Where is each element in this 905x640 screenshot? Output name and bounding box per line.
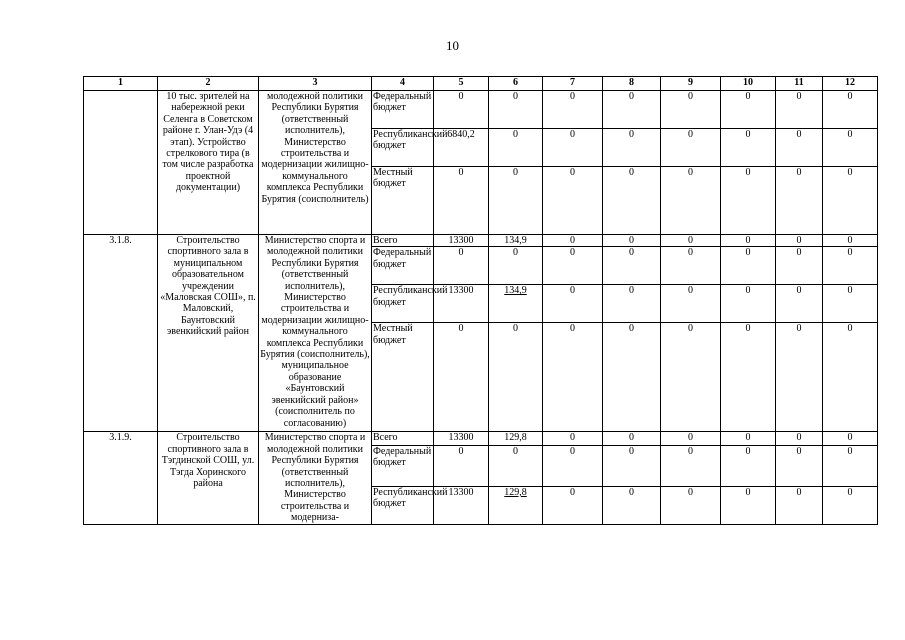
column-header: 4 <box>372 77 434 91</box>
funding-value: 0 <box>661 445 721 486</box>
funding-value: 0 <box>434 323 489 432</box>
funding-source: Местный бюджет <box>372 167 434 235</box>
funding-value: 0 <box>661 167 721 235</box>
funding-value: 0 <box>489 445 543 486</box>
funding-value: 0 <box>489 91 543 129</box>
funding-value: 0 <box>543 432 603 445</box>
funding-value: 0 <box>603 247 661 285</box>
funding-value: 0 <box>543 167 603 235</box>
funding-value: 0 <box>823 486 878 524</box>
funding-value: 0 <box>603 235 661 247</box>
funding-value: 129,8 <box>489 486 543 524</box>
activity-name: 10 тыс. зрителей на набережной реки Селенга в Советском районе г. Улан-Удэ (4 этап). Устройство стрелкового тира (в том числе разработка проектной документации) <box>158 91 259 235</box>
funding-value: 0 <box>489 247 543 285</box>
funding-source: Федеральный бюджет <box>372 445 434 486</box>
funding-value: 0 <box>823 167 878 235</box>
funding-source: Республиканский бюджет <box>372 486 434 524</box>
funding-value: 0 <box>434 445 489 486</box>
funding-value: 0 <box>721 129 776 167</box>
funding-value: 0 <box>543 445 603 486</box>
responsible-executor: Министерство спорта и молодежной политики Республики Бурятия (ответственный исполнитель), Министерство строительства и модерниза- <box>259 432 372 524</box>
funding-value: 0 <box>543 486 603 524</box>
funding-value: 0 <box>776 129 823 167</box>
funding-value: 13300 <box>434 285 489 323</box>
funding-value: 0 <box>603 91 661 129</box>
funding-value: 0 <box>543 129 603 167</box>
funding-value: 13300 <box>434 235 489 247</box>
page-number: 10 <box>446 38 459 53</box>
funding-value: 0 <box>721 432 776 445</box>
funding-value: 13300 <box>434 486 489 524</box>
funding-value: 0 <box>776 247 823 285</box>
funding-value: 0 <box>823 129 878 167</box>
funding-value: 13300 <box>434 432 489 445</box>
funding-value: 0 <box>661 91 721 129</box>
program-activities-table <box>83 76 878 525</box>
funding-value: 0 <box>721 167 776 235</box>
funding-value: 0 <box>661 129 721 167</box>
funding-source: Республиканский бюджет <box>372 129 434 167</box>
funding-value: 0 <box>721 486 776 524</box>
funding-value: 0 <box>721 285 776 323</box>
funding-value: 0 <box>721 235 776 247</box>
funding-value: 0 <box>661 247 721 285</box>
column-header: 5 <box>434 77 489 91</box>
funding-value: 0 <box>776 323 823 432</box>
funding-value: 6840,2 <box>434 129 489 167</box>
funding-value: 0 <box>543 235 603 247</box>
column-header: 9 <box>661 77 721 91</box>
funding-value: 0 <box>721 91 776 129</box>
funding-value: 0 <box>434 167 489 235</box>
column-header: 3 <box>259 77 372 91</box>
funding-value: 0 <box>661 323 721 432</box>
funding-value: 129,8 <box>489 432 543 445</box>
funding-source: Федеральный бюджет <box>372 91 434 129</box>
funding-value: 0 <box>776 91 823 129</box>
column-header: 2 <box>158 77 259 91</box>
funding-value: 0 <box>776 167 823 235</box>
funding-value: 0 <box>543 91 603 129</box>
funding-source: Местный бюджет <box>372 323 434 432</box>
funding-value: 0 <box>661 486 721 524</box>
funding-value: 0 <box>823 247 878 285</box>
column-header: 1 <box>84 77 158 91</box>
funding-value: 0 <box>603 486 661 524</box>
funding-value: 0 <box>776 432 823 445</box>
funding-value: 0 <box>489 167 543 235</box>
table-row <box>84 235 878 247</box>
funding-value: 0 <box>823 323 878 432</box>
funding-value: 0 <box>543 247 603 285</box>
funding-value: 0 <box>823 235 878 247</box>
funding-value: 0 <box>721 323 776 432</box>
activity-number: 3.1.9. <box>84 432 158 524</box>
funding-value: 0 <box>661 285 721 323</box>
funding-value: 134,9 <box>489 235 543 247</box>
funding-value: 0 <box>721 247 776 285</box>
funding-value: 0 <box>543 285 603 323</box>
funding-value: 0 <box>434 91 489 129</box>
responsible-executor: Министерство спорта и молодежной политики Республики Бурятия (ответственный исполнитель), Министерство строительства и модернизации жилищно-коммунального комплекса Республики Бурятия (соисполнитель), муниципальное образование «Баунтовский эвенкийский район» (соисполнитель по согласованию) <box>259 235 372 432</box>
table-row <box>84 432 878 445</box>
column-header: 8 <box>603 77 661 91</box>
activity-name: Строительство спортивного зала в Тэгдинской СОШ, ул. Тэгда Хоринского района <box>158 432 259 524</box>
funding-value: 0 <box>434 247 489 285</box>
funding-source: Федеральный бюджет <box>372 247 434 285</box>
funding-value: 0 <box>661 432 721 445</box>
funding-value: 0 <box>823 285 878 323</box>
funding-value: 0 <box>543 323 603 432</box>
table-body <box>84 91 878 525</box>
funding-value: 0 <box>603 323 661 432</box>
funding-value: 0 <box>489 129 543 167</box>
funding-value: 0 <box>823 432 878 445</box>
funding-value: 0 <box>489 323 543 432</box>
column-number-header <box>84 77 878 91</box>
funding-value: 0 <box>603 285 661 323</box>
funding-source: Всего <box>372 432 434 445</box>
funding-value: 0 <box>603 432 661 445</box>
funding-value: 0 <box>823 445 878 486</box>
funding-value: 0 <box>776 285 823 323</box>
funding-value: 0 <box>721 445 776 486</box>
funding-value: 0 <box>776 486 823 524</box>
column-header: 7 <box>543 77 603 91</box>
table-row <box>84 91 878 129</box>
funding-value: 0 <box>603 167 661 235</box>
column-header: 11 <box>776 77 823 91</box>
activity-number: 3.1.8. <box>84 235 158 432</box>
column-header: 12 <box>823 77 878 91</box>
column-header: 10 <box>721 77 776 91</box>
funding-value: 0 <box>776 235 823 247</box>
activity-name: Строительство спортивного зала в муниципальном образовательном учреждении «Маловская СОШ», п. Маловский, Баунтовский эвенкийский район <box>158 235 259 432</box>
activity-number <box>84 91 158 235</box>
funding-source: Всего <box>372 235 434 247</box>
column-header: 6 <box>489 77 543 91</box>
funding-source: Республиканский бюджет <box>372 285 434 323</box>
funding-value: 0 <box>603 445 661 486</box>
funding-value: 0 <box>661 235 721 247</box>
funding-value: 0 <box>823 91 878 129</box>
funding-value: 0 <box>603 129 661 167</box>
funding-value: 0 <box>776 445 823 486</box>
responsible-executor: молодежной политики Республики Бурятия (ответственный исполнитель), Министерство строительства и модернизации жилищно-коммунального комплекса Республики Бурятия (соисполнитель) <box>259 91 372 235</box>
funding-value: 134,9 <box>489 285 543 323</box>
